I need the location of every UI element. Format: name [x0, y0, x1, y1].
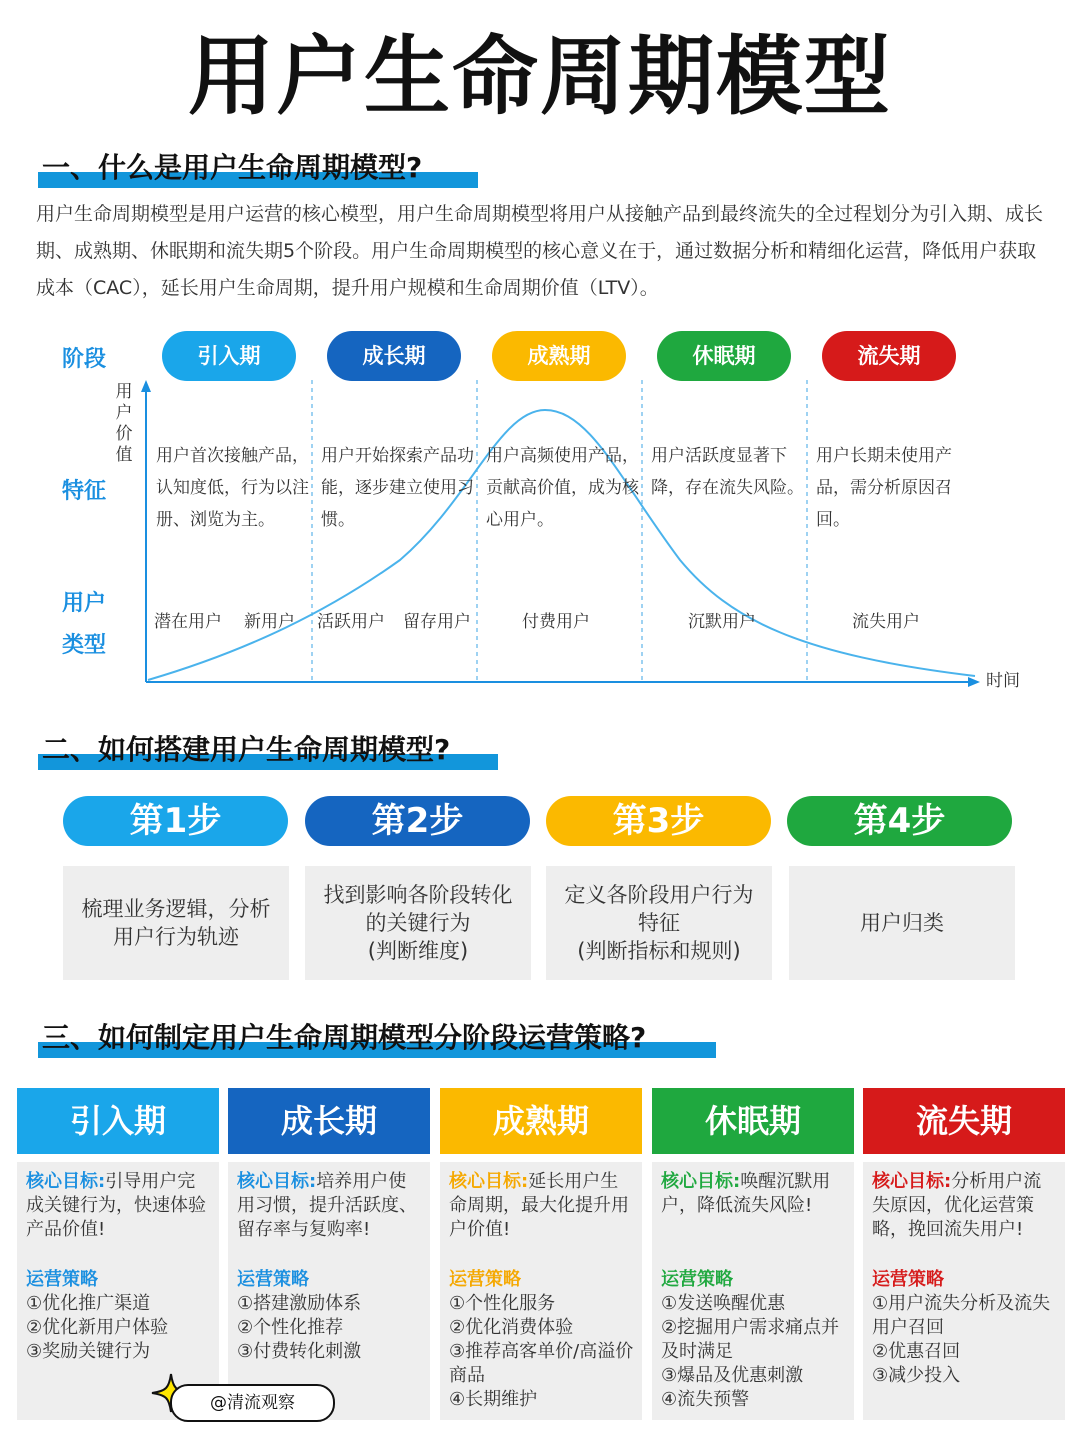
section-heading-1-text: 一、什么是用户生命周期模型? — [42, 151, 423, 184]
step-box-2 — [305, 866, 531, 980]
step-text-1: 梳理业务逻辑，分析 用户行为轨迹 — [81, 897, 271, 949]
intro-paragraph: 用户生命周期模型是用户运营的核心模型，用户生命周期模型将用户从接触产品到最终流失的全过程划分为引入期、成长期、成熟期、休眠期和流失期5个阶段。用户生命周期模型的核心意义在于，通过数据分析和精细化运营，降低用户获取成本（CAC），延长用户生命周期，提升用户规模和生命周期价值（LTV）。 — [36, 203, 1044, 299]
strategy-item: ①优化推广渠道 — [26, 1293, 151, 1314]
core-goal-text: 唤醒沉默用户，降低流失风险! — [661, 1171, 831, 1216]
core-goal-label: 核心目标: — [237, 1171, 317, 1192]
y-axis-label: 用户价值 — [115, 382, 133, 465]
core-goal-text: 引导用户完成关键行为，快速体验产品价值! — [26, 1171, 206, 1240]
step-pill-1: 第1步 — [63, 796, 288, 846]
core-goal-text: 分析用户流失原因，优化运营策略，挽回流失用户! — [872, 1171, 1042, 1240]
step-text-2: 找到影响各阶段转化 的关键行为 (判断维度) — [323, 883, 513, 963]
core-goal-text: 延长用户生命周期，最大化提升用户价值! — [449, 1171, 629, 1240]
strategy-title: 运营策略 — [26, 1269, 98, 1290]
user-type-paying: 付费用户 — [522, 612, 590, 632]
stage-pill-intro: 引入期 — [162, 331, 296, 381]
core-goal-label: 核心目标: — [26, 1171, 106, 1192]
step-box-1 — [63, 866, 289, 980]
strategy-item: ①个性化服务 — [449, 1293, 556, 1314]
strategy-item: ③减少投入 — [872, 1365, 961, 1386]
strategy-head-dormant: 休眠期 — [652, 1088, 854, 1154]
section-heading-2 — [38, 722, 498, 770]
step-pill-4: 第4步 — [787, 796, 1012, 846]
section-heading-2-text: 二、如何搭建用户生命周期模型? — [42, 733, 451, 766]
strategy-item: ①搭建激励体系 — [237, 1293, 362, 1314]
step-pill-3: 第3步 — [546, 796, 771, 846]
watermark-badge: @清流观察 — [170, 1384, 335, 1422]
row-label-user-type-line1: 用户 — [62, 591, 107, 616]
strategy-item: ①发送唤醒优惠 — [661, 1293, 786, 1314]
core-goal — [661, 1170, 846, 1268]
user-type-silent: 沉默用户 — [688, 612, 756, 632]
step-box-4 — [789, 866, 1015, 980]
stage-pill-growth: 成长期 — [327, 331, 461, 381]
core-goal-label: 核心目标: — [661, 1171, 741, 1192]
strategy-head-growth: 成长期 — [228, 1088, 430, 1154]
user-type-new: 新用户 — [244, 612, 295, 632]
strategy-head-intro: 引入期 — [17, 1088, 219, 1154]
strategy-body-churn — [863, 1162, 1065, 1420]
feature-intro: 用户首次接触产品，认知度低，行为以注册、浏览为主。 — [156, 446, 309, 530]
step-pill-2: 第2步 — [305, 796, 530, 846]
strategy-item: ③奖励关键行为 — [26, 1341, 151, 1362]
core-goal-text: 培养用户使用习惯，提升活跃度、留存率与复购率! — [237, 1171, 417, 1240]
strategy-title: 运营策略 — [237, 1269, 309, 1290]
step-text-3: 定义各阶段用户行为 特征 (判断指标和规则) — [564, 883, 754, 963]
strategy-title: 运营策略 — [449, 1269, 521, 1290]
strategy-head-mature: 成熟期 — [440, 1088, 642, 1154]
strategy-item: ②优化消费体验 — [449, 1317, 574, 1338]
core-goal — [26, 1170, 211, 1268]
section-heading-3-text: 三、如何制定用户生命周期模型分阶段运营策略? — [42, 1021, 647, 1054]
strategy-item: ③推荐高客单价/高溢价商品 — [449, 1341, 634, 1386]
user-type-potential: 潜在用户 — [154, 612, 222, 632]
strategy-body-growth — [228, 1162, 430, 1420]
strategy-item: ②挖掘用户需求痛点并及时满足 — [661, 1317, 840, 1362]
strategy-item: ②优化新用户体验 — [26, 1317, 169, 1338]
row-label-feature: 特征 — [62, 479, 107, 504]
section-heading-3 — [38, 1010, 716, 1058]
step-box-3 — [546, 866, 772, 980]
strategy-item: ②个性化推荐 — [237, 1317, 344, 1338]
stage-pill-churn: 流失期 — [822, 331, 956, 381]
user-type-churned: 流失用户 — [852, 612, 920, 632]
strategy-item: ③付费转化刺激 — [237, 1341, 362, 1362]
stage-pill-dormant: 休眠期 — [657, 331, 791, 381]
page-title: 用户生命周期模型 — [188, 27, 892, 127]
strategy-item: ②优惠召回 — [872, 1341, 961, 1362]
x-axis-label: 时间 — [986, 671, 1020, 691]
row-label-stage: 阶段 — [62, 347, 107, 372]
core-goal-label: 核心目标: — [449, 1171, 529, 1192]
core-goal — [449, 1170, 634, 1268]
feature-churn: 用户长期未使用产品，需分析原因召回。 — [816, 446, 952, 530]
strategy-item: ③爆品及优惠刺激 — [661, 1365, 804, 1386]
step-text-4: 用户归类 — [860, 911, 944, 935]
y-axis-arrow — [141, 380, 151, 392]
x-axis-arrow — [968, 677, 980, 687]
strategy-item: ④长期维护 — [449, 1389, 538, 1410]
core-goal — [237, 1170, 422, 1268]
feature-dormant: 用户活跃度显著下降，存在流失风险。 — [651, 446, 804, 498]
feature-mature: 用户高频使用产品，贡献高价值，成为核心用户。 — [486, 446, 639, 530]
strategy-item: ①用户流失分析及流失用户召回 — [872, 1293, 1051, 1338]
row-label-user-type-line2: 类型 — [62, 633, 107, 658]
row-label-user-type — [62, 583, 112, 667]
strategy-item: ④流失预警 — [661, 1389, 750, 1410]
user-type-retained: 留存用户 — [403, 612, 471, 632]
feature-growth: 用户开始探索产品功能，逐步建立使用习惯。 — [321, 446, 474, 530]
stage-pill-mature: 成熟期 — [492, 331, 626, 381]
user-type-active: 活跃用户 — [317, 612, 385, 632]
strategy-body-mature — [440, 1162, 642, 1420]
strategy-body-dormant — [652, 1162, 854, 1420]
core-goal-label: 核心目标: — [872, 1171, 952, 1192]
strategy-head-churn: 流失期 — [863, 1088, 1065, 1154]
core-goal — [872, 1170, 1057, 1268]
strategy-title: 运营策略 — [872, 1269, 944, 1290]
strategy-title: 运营策略 — [661, 1269, 733, 1290]
